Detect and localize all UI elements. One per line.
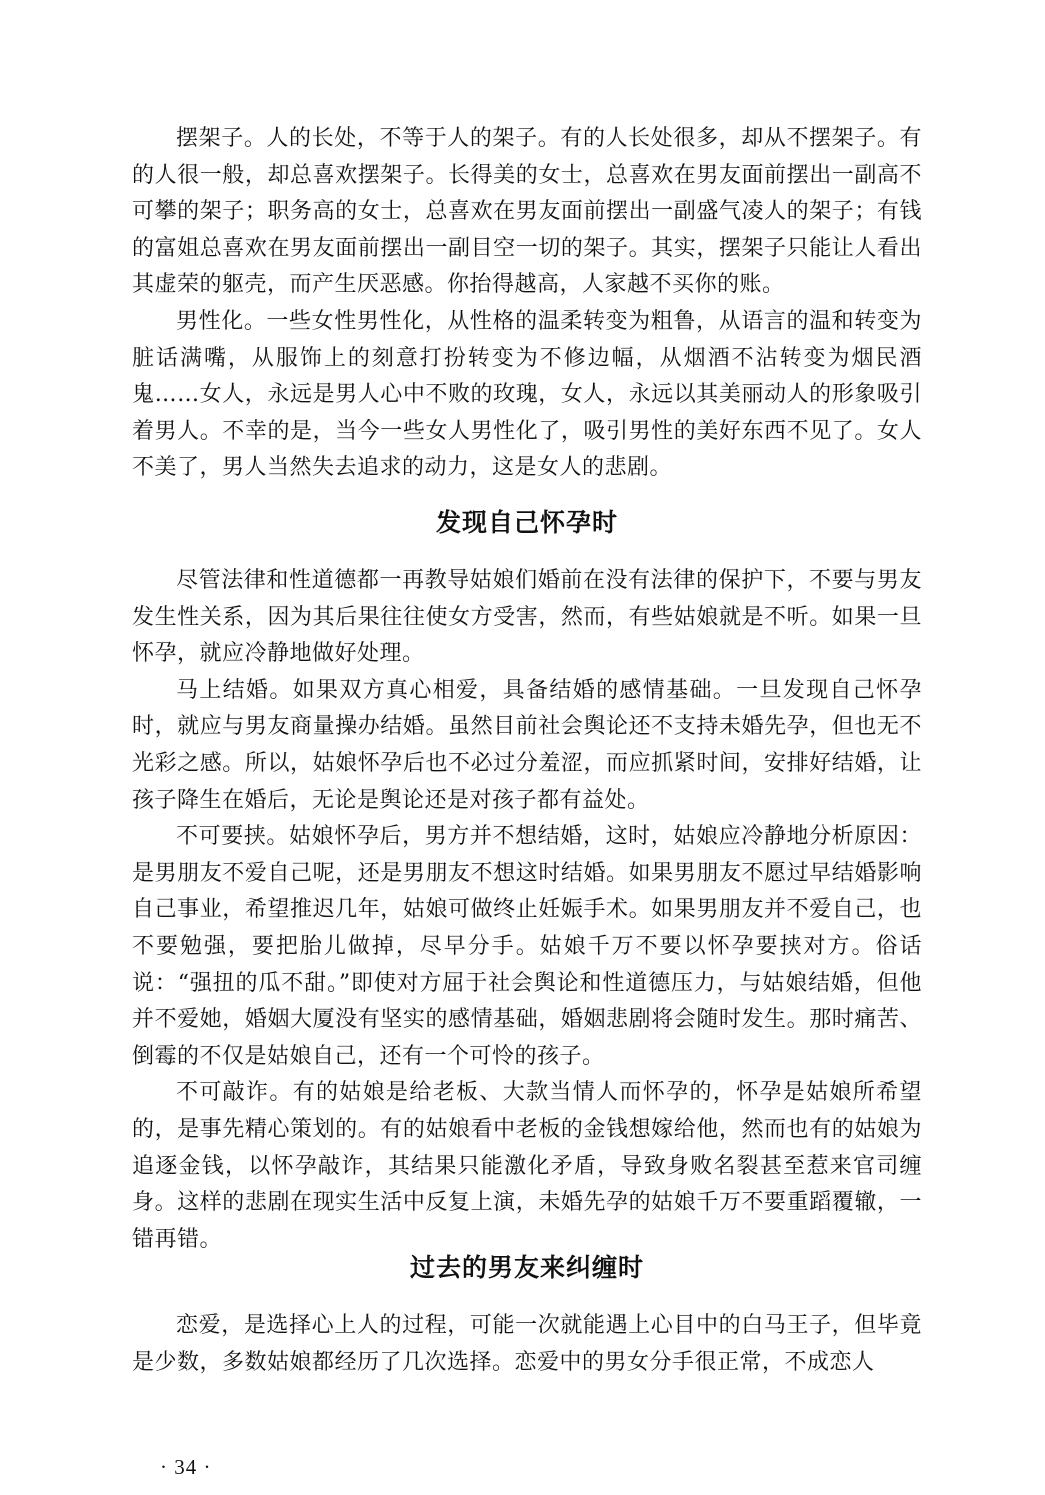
paragraph: 尽管法律和性道德都一再教导姑娘们婚前在没有法律的保护下，不要与男友发生性关系，因为其后果往往使女方受害，然而，有些姑娘就是不听。如果一旦怀孕，就应冷静地做好处理。 <box>132 568 922 667</box>
paragraph: 不可要挟。姑娘怀孕后，男方并不想结婚，这时，姑娘应冷静地分析原因：是男朋友不爱自己呢，还是男朋友不想这时结婚。如果男朋友不愿过早结婚影响自己事业，希望推迟几年，姑娘可做终止妊娠手术。如果男朋友并不爱自己，也不要勉强，要把胎儿做掉，尽早分手。姑娘千万不要以怀孕要挟对方。俗话说：“强扭的瓜不甜。”即使对方屈于社会舆论和性道德压力，与姑娘结婚，但他并不爱她，婚姻大厦没有坚实的感情基础，婚姻悲剧将会随时发生。那时痛苦、倒霉的不仅是姑娘自己，还有一个可怜的孩子。 <box>132 824 922 1069</box>
section-heading: 发现自己怀孕时 <box>435 508 618 537</box>
page-number: · 34 · <box>160 1455 212 1479</box>
paragraph: 男性化。一些女性男性化，从性格的温柔转变为粗鲁，从语言的温和转变为脏话满嘴，从服饰上的刻意打扮转变为不修边幅，从烟酒不沾转变为烟民酒鬼……女人，永远是男人心中不败的玫瑰，女人，永远以其美丽动人的形象吸引着男人。不幸的是，当今一些女人男性化了，吸引男性的美好东西不见了。女人不美了，男人当然失去追求的动力，这是女人的悲剧。 <box>132 308 922 481</box>
section-body-3 <box>132 1308 922 1381</box>
section-heading: 过去的男友来纠缠时 <box>409 1253 644 1282</box>
paragraph: 摆架子。人的长处，不等于人的架子。有的人长处很多，却从不摆架子。有的人很一般，却总喜欢摆架子。长得美的女士，总喜欢在男友面前摆出一副高不可攀的架子；职务高的女士，总喜欢在男友面前摆出一副盛气凌人的架子；有钱的富姐总喜欢在男友面前摆出一副目空一切的架子。其实，摆架子只能让人看出其虚荣的躯壳，而产生厌恶感。你抬得越高，人家越不买你的账。 <box>132 126 922 298</box>
section-body-1 <box>132 121 922 487</box>
paragraph: 马上结婚。如果双方真心相爱，具备结婚的感情基础。一旦发现自己怀孕时，就应与男友商量操办结婚。虽然目前社会舆论还不支持未婚先孕，但也无不光彩之感。所以，姑娘怀孕后也不必过分羞涩，而应抓紧时间，安排好结婚，让孩子降生在婚后，无论是舆论还是对孩子都有益处。 <box>132 677 922 813</box>
section-body-2 <box>132 563 922 1258</box>
paragraph: 不可敲诈。有的姑娘是给老板、大款当情人而怀孕的，怀孕是姑娘所希望的，是事先精心策划的。有的姑娘看中老板的金钱想嫁给他，然而也有的姑娘为追逐金钱，以怀孕敲诈，其结果只能激化矛盾，导致身败名裂甚至惹来官司缠身。这样的悲剧在现实生活中反复上演，未婚先孕的姑娘千万不要重蹈覆辙，一错再错。 <box>132 1080 922 1252</box>
paragraph: 恋爱，是选择心上人的过程，可能一次就能遇上心目中的白马王子，但毕竟是少数，多数姑娘都经历了几次选择。恋爱中的男女分手很正常，不成恋人 <box>132 1313 922 1375</box>
